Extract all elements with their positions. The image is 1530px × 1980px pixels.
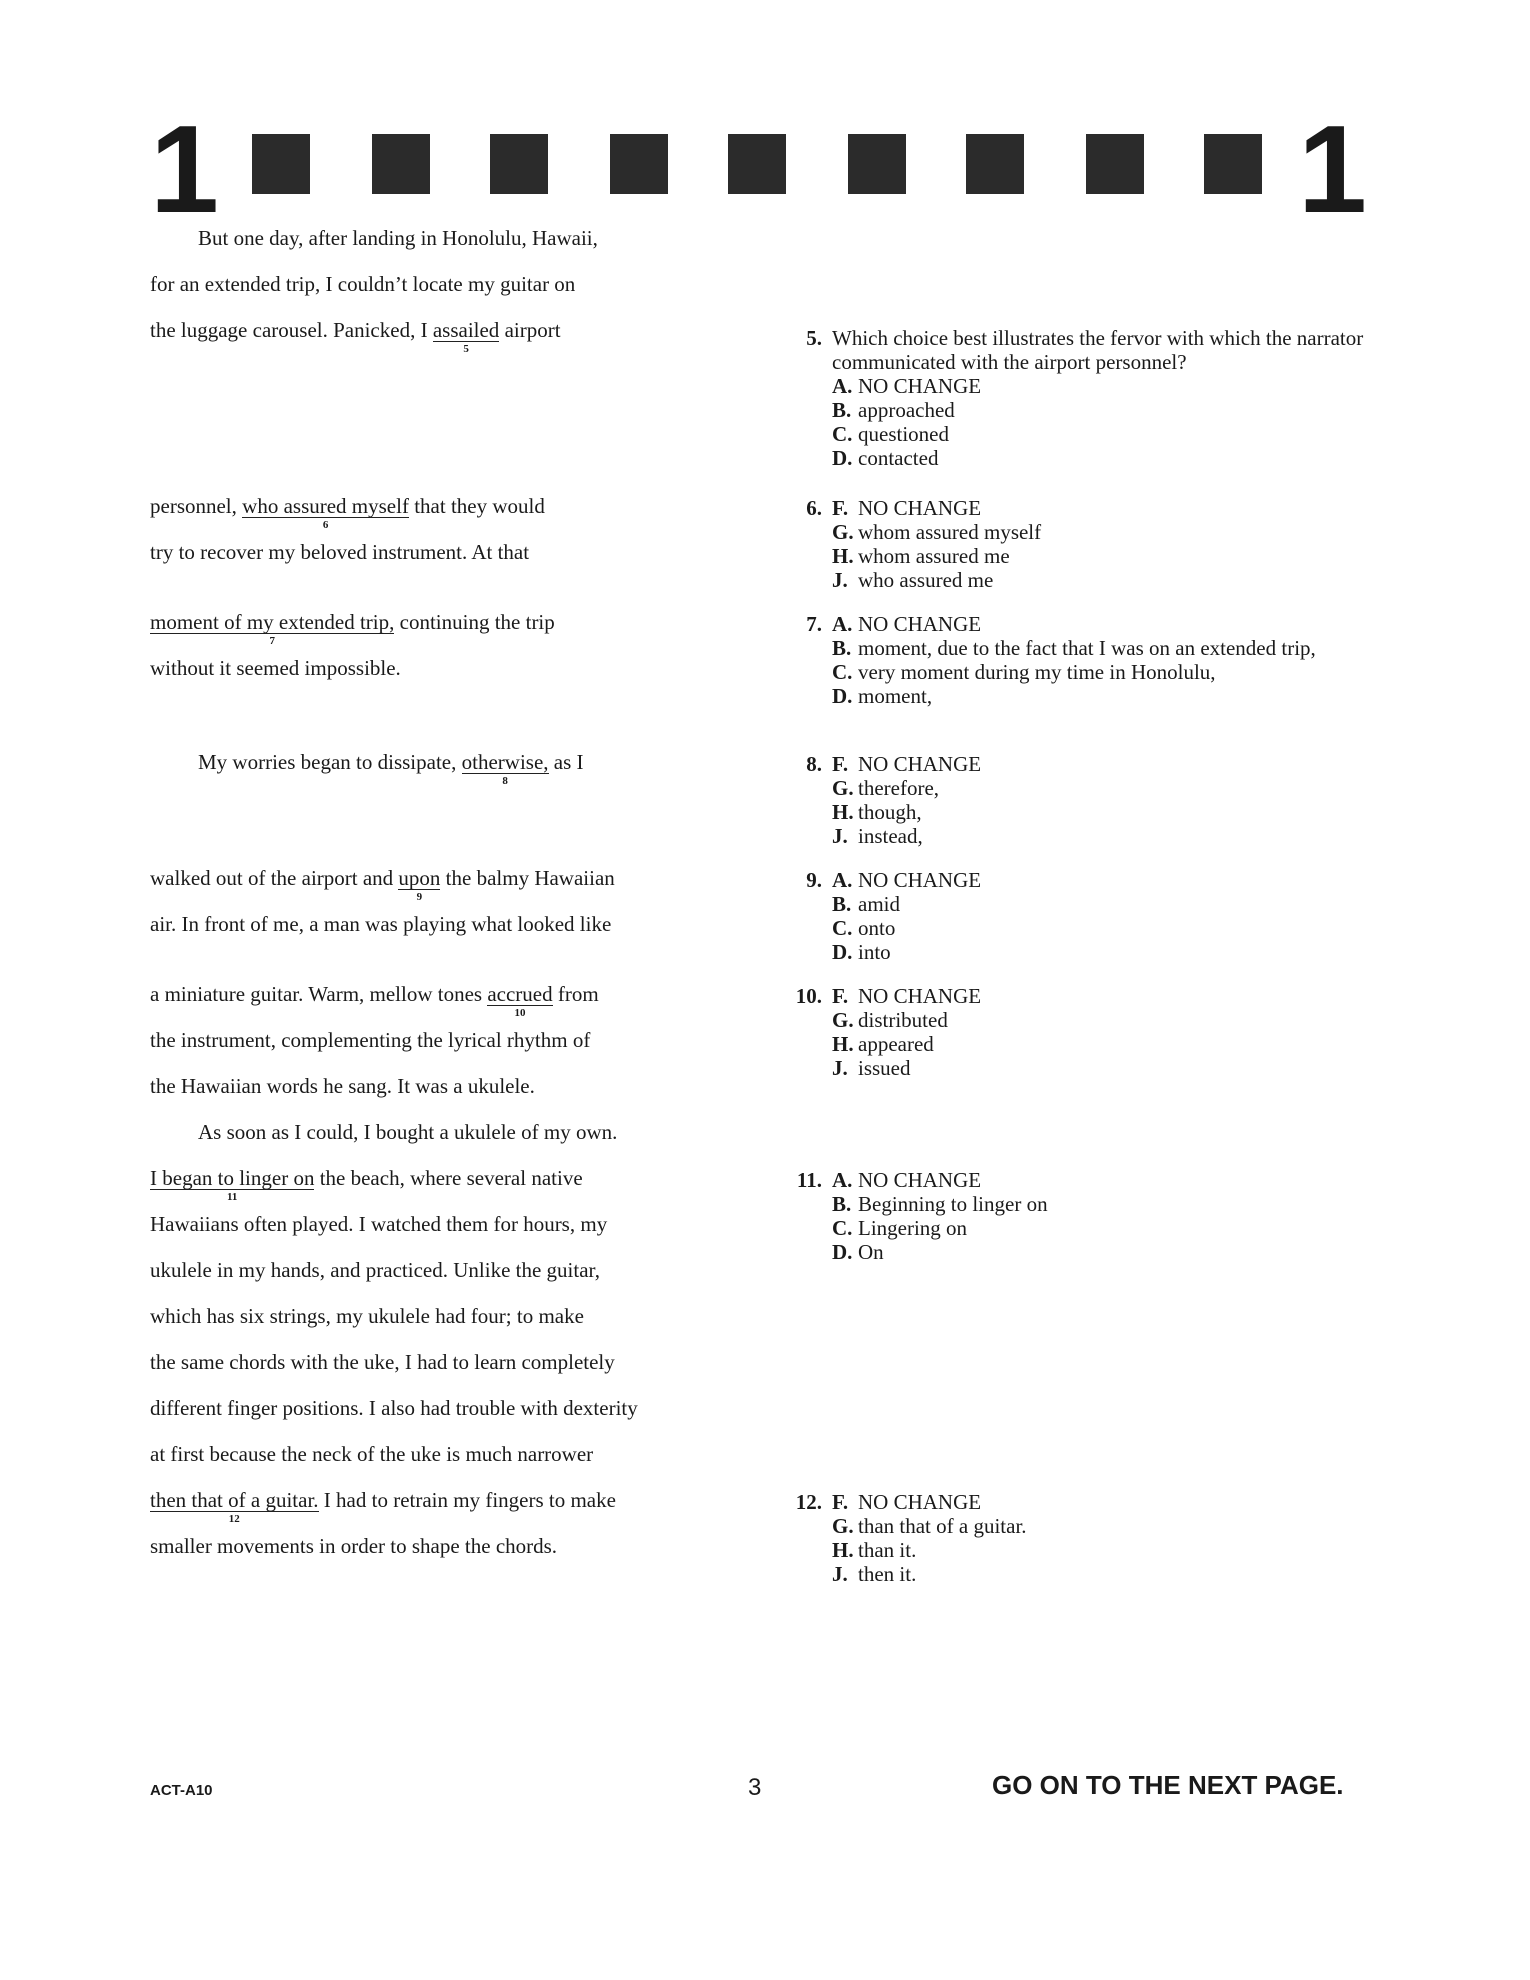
- header-block: [966, 134, 1024, 194]
- question-9: [780, 868, 1380, 964]
- form-code: ACT-A10: [150, 1782, 213, 1799]
- answer-option[interactable]: D. moment,: [832, 684, 933, 708]
- header-block: [490, 134, 548, 194]
- question-11: [780, 1168, 1380, 1264]
- answer-option[interactable]: 12. F. NO CHANGE: [780, 1490, 1380, 1514]
- answer-option[interactable]: 8. F. NO CHANGE: [780, 752, 1380, 776]
- question-marker: 9: [416, 891, 423, 903]
- question-number: 10.: [795, 984, 822, 1008]
- passage-line: a miniature guitar. Warm, mellow tones accrued 10 from: [150, 982, 599, 1019]
- passage-line: walked out of the airport and upon 9 the balmy Hawaiian: [150, 866, 615, 903]
- underlined-portion-5: assailed 5: [432, 318, 500, 355]
- passage-line: moment of my extended trip, 7 continuing the trip: [150, 610, 555, 647]
- question-10: [780, 984, 1380, 1080]
- underlined-portion-9: upon 9: [398, 866, 441, 903]
- passage-line: ukulele in my hands, and practiced. Unlike the guitar,: [150, 1258, 600, 1282]
- passage-line: for an extended trip, I couldn’t locate my guitar on: [150, 272, 576, 296]
- answer-option[interactable]: 10. F. NO CHANGE: [780, 984, 1380, 1008]
- passage-line: smaller movements in order to shape the chords.: [150, 1534, 558, 1558]
- answer-option[interactable]: A. NO CHANGE: [832, 374, 982, 398]
- question-marker: 10: [514, 1007, 526, 1019]
- question-marker: 5: [463, 343, 469, 355]
- answer-option[interactable]: J. issued: [832, 1056, 911, 1080]
- question-8: [780, 752, 1380, 848]
- answer-option[interactable]: B. approached: [832, 398, 955, 422]
- answer-option[interactable]: H. whom assured me: [832, 544, 1010, 568]
- answer-option[interactable]: H. though,: [832, 800, 922, 824]
- answer-option[interactable]: G. therefore,: [832, 776, 940, 800]
- question-7: [780, 612, 1380, 708]
- answer-option[interactable]: D. On: [832, 1240, 884, 1264]
- answer-option[interactable]: G. whom assured myself: [832, 520, 1042, 544]
- answer-option[interactable]: D. contacted: [832, 446, 939, 470]
- passage-line: then that of a guitar. 12 I had to retrain my fingers to make: [150, 1488, 616, 1525]
- passage-line: which has six strings, my ukulele had four; to make: [150, 1304, 584, 1328]
- header-block: [1204, 134, 1262, 194]
- question-number: 11.: [796, 1168, 822, 1192]
- passage-line: But one day, after landing in Honolulu, Hawaii,: [198, 226, 598, 250]
- answer-option[interactable]: C. onto: [832, 916, 896, 940]
- answer-option[interactable]: G. distributed: [832, 1008, 948, 1032]
- question-12: [780, 1490, 1380, 1586]
- question-number: 12.: [795, 1490, 822, 1514]
- answer-option[interactable]: C. very moment during my time in Honolulu,: [832, 660, 1216, 684]
- question-number: 5.: [806, 326, 822, 350]
- section-number-right: 1: [1298, 101, 1363, 239]
- answer-option[interactable]: D. into: [832, 940, 891, 964]
- underlined-portion-7: moment of my extended trip, 7: [150, 610, 395, 647]
- section-number-left: 1: [150, 101, 215, 239]
- question-marker: 11: [227, 1191, 238, 1203]
- question-stem: Which choice best illustrates the fervor with which the narrator communicated with the airport personnel?: [832, 326, 1364, 374]
- next-page-notice: GO ON TO THE NEXT PAGE.: [992, 1770, 1344, 1800]
- answer-option[interactable]: B. Beginning to linger on: [832, 1192, 1048, 1216]
- page-number: 3: [748, 1774, 762, 1801]
- answer-option[interactable]: 6. F. NO CHANGE: [780, 496, 1380, 520]
- answer-option[interactable]: B. moment, due to the fact that I was on an extended trip,: [832, 636, 1316, 660]
- answer-option[interactable]: J. instead,: [832, 824, 923, 848]
- question-marker: 8: [502, 775, 508, 787]
- passage-line: the instrument, complementing the lyrical rhythm of: [150, 1028, 591, 1052]
- answer-option[interactable]: B. amid: [832, 892, 900, 916]
- question-marker: 12: [228, 1513, 240, 1525]
- question-marker: 7: [269, 635, 275, 647]
- passage-line: try to recover my beloved instrument. At that: [150, 540, 530, 564]
- header-block: [610, 134, 668, 194]
- question-number: 7.: [806, 612, 822, 636]
- question-marker: 6: [322, 519, 329, 531]
- passage-line: As soon as I could, I bought a ukulele of my own.: [198, 1120, 618, 1144]
- answer-option[interactable]: J. who assured me: [832, 568, 994, 592]
- answer-option[interactable]: 7. A. NO CHANGE: [780, 612, 1380, 636]
- passage-line: air. In front of me, a man was playing what looked like: [150, 912, 612, 936]
- answer-option[interactable]: G. than that of a guitar.: [832, 1514, 1027, 1538]
- passage-line: the same chords with the uke, I had to learn completely: [150, 1350, 615, 1374]
- question-number: 6.: [806, 496, 822, 520]
- answer-option[interactable]: 9. A. NO CHANGE: [780, 868, 1380, 892]
- header-block: [848, 134, 906, 194]
- passage-line: the luggage carousel. Panicked, I assailed 5 airport: [150, 318, 561, 355]
- question-5: [780, 326, 1380, 470]
- passage-line: without it seemed impossible.: [150, 656, 401, 680]
- header-block: [1086, 134, 1144, 194]
- question-number: 9.: [806, 868, 822, 892]
- underlined-portion-6: who assured myself 6: [242, 494, 409, 531]
- answer-option[interactable]: H. than it.: [832, 1538, 917, 1562]
- answer-option[interactable]: C. Lingering on: [832, 1216, 968, 1240]
- passage-line: different finger positions. I also had trouble with dexterity: [150, 1396, 638, 1420]
- answer-option[interactable]: H. appeared: [832, 1032, 934, 1056]
- question-6: [780, 496, 1380, 592]
- underlined-portion-10: accrued 10: [487, 982, 553, 1019]
- passage-line: personnel, who assured myself 6 that they would: [150, 494, 545, 531]
- passage-line: Hawaiians often played. I watched them for hours, my: [150, 1212, 608, 1236]
- header-block: [372, 134, 430, 194]
- passage-line: at first because the neck of the uke is much narrower: [150, 1442, 594, 1466]
- underlined-portion-12: then that of a guitar. 12: [150, 1488, 319, 1525]
- header-block: [728, 134, 786, 194]
- passage-line: I began to linger on 11 the beach, where several native: [150, 1166, 583, 1203]
- passage-line: My worries began to dissipate, otherwise, 8 as I: [198, 750, 584, 787]
- passage-line: the Hawaiian words he sang. It was a ukulele.: [150, 1074, 535, 1098]
- underlined-portion-11: I began to linger on 11: [150, 1166, 315, 1203]
- header-block: [252, 134, 310, 194]
- answer-option[interactable]: J. then it.: [832, 1562, 917, 1586]
- answer-option[interactable]: C. questioned: [832, 422, 949, 446]
- question-number: 8.: [806, 752, 822, 776]
- underlined-portion-8: otherwise, 8: [461, 750, 549, 787]
- answer-option[interactable]: 11. A. NO CHANGE: [780, 1168, 1380, 1192]
